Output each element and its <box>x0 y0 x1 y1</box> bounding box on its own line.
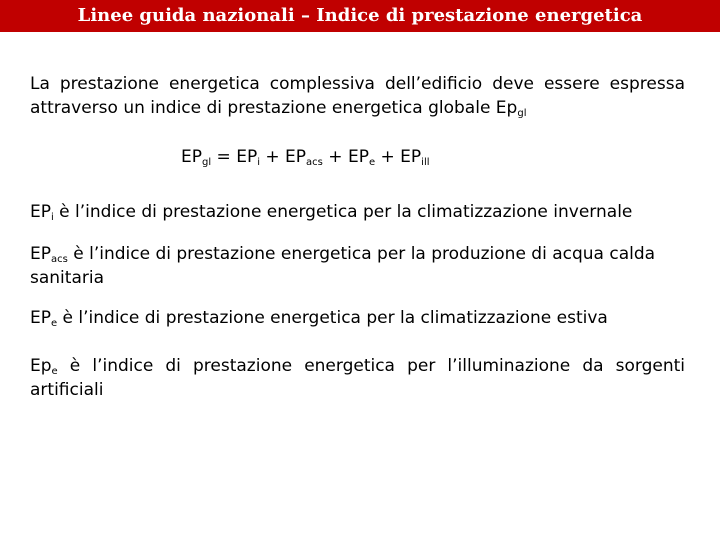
definition-subscript: acs <box>51 254 68 265</box>
intro-subscript: gl <box>517 108 527 119</box>
definition-text: è l’indice di prestazione energetica per la climatizzazione estiva <box>57 308 608 328</box>
formula-term-1: EP <box>236 147 258 167</box>
formula-term-2-sub: acs <box>306 157 323 168</box>
formula-equals: = <box>216 147 231 167</box>
formula <box>181 145 430 169</box>
definition-subscript: e <box>51 366 58 377</box>
slide-title: Linee guida nazionali – Indice di prestazione energetica <box>0 0 720 32</box>
formula-lhs-sub: gl <box>202 157 212 168</box>
definition-epe <box>30 306 685 330</box>
formula-plus-2: + <box>328 147 343 167</box>
formula-term-4-sub: ill <box>421 157 430 168</box>
definition-text: è l’indice di prestazione energetica per l’illuminazione da sorgenti artificiali <box>30 356 685 400</box>
definition-epi <box>30 200 685 224</box>
formula-term-4: EP <box>400 147 422 167</box>
formula-lhs: EP <box>181 147 202 167</box>
definition-subscript: e <box>51 318 58 329</box>
definition-text: è l’indice di prestazione energetica per la produzione di acqua calda sanitaria <box>30 244 656 288</box>
formula-plus-3: + <box>380 147 395 167</box>
intro-paragraph <box>30 72 685 120</box>
definition-symbol: EP <box>30 244 51 264</box>
formula-plus-1: + <box>265 147 280 167</box>
definition-symbol: EP <box>30 308 51 328</box>
intro-text: La prestazione energetica complessiva dell’edificio deve essere espressa attraverso un indice di prestazione energetica globale Ep <box>30 74 685 118</box>
definition-symbol: Ep <box>30 356 52 376</box>
formula-term-1-sub: i <box>257 157 260 168</box>
formula-term-3-sub: e <box>368 157 376 168</box>
formula-term-2: EP <box>285 147 307 167</box>
definition-symbol: EP <box>30 202 51 222</box>
definition-subscript: i <box>51 212 54 223</box>
definition-epill <box>30 354 685 402</box>
definition-epacs <box>30 242 685 290</box>
formula-term-3: EP <box>347 147 369 167</box>
definition-text: è l’indice di prestazione energetica per la climatizzazione invernale <box>53 202 633 222</box>
